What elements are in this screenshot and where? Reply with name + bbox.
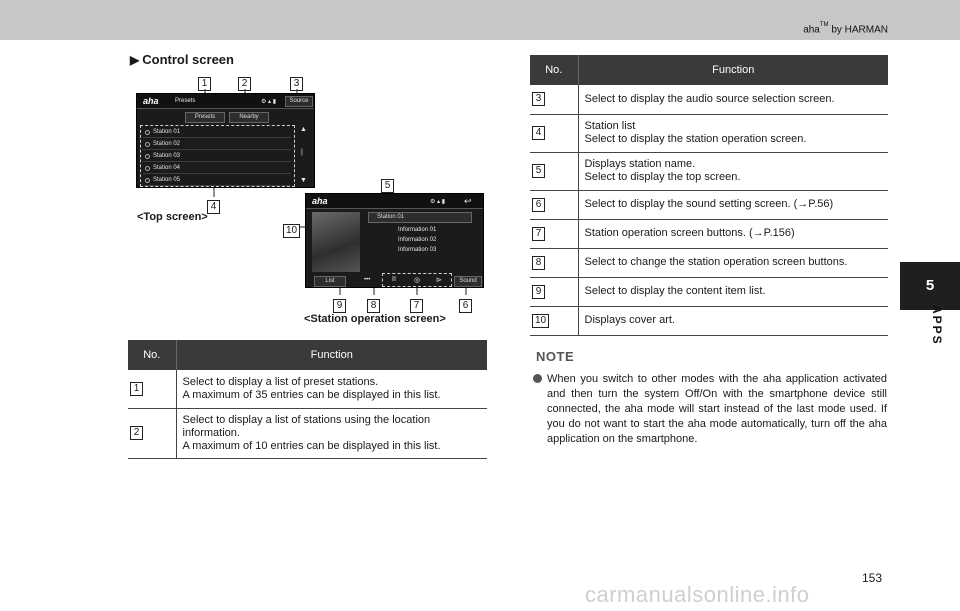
aha-logo: aha <box>312 196 328 206</box>
callout-10: 10 <box>283 220 300 238</box>
col-header-function: Function <box>578 55 888 85</box>
callout-5: 5 <box>381 175 394 193</box>
table-row: 5 Displays station name. Select to display the top screen. <box>530 152 888 190</box>
callout-1: 1 <box>198 73 211 91</box>
callout-8: 8 <box>367 295 380 313</box>
callout-7: 7 <box>410 295 423 313</box>
section-heading: ▶ Control screen <box>130 52 234 67</box>
top-screen-caption: <Top screen> <box>137 211 208 223</box>
skip-icon[interactable]: ⊳ <box>436 277 442 284</box>
brand-heading: aha™ by HARMAN <box>803 22 888 36</box>
list-button[interactable]: List <box>314 276 346 287</box>
top-screen-title: Presets <box>175 98 196 104</box>
watermark: carmanualsonline.info <box>585 582 810 607</box>
pause-icon[interactable]: II <box>392 276 396 283</box>
status-icons: ⚙ ▴ ▮ <box>261 99 277 105</box>
station-screen-image <box>305 193 484 288</box>
status-icons: ⚙ ▴ ▮ <box>430 199 446 205</box>
chapter-label: APPS <box>930 305 944 346</box>
scroll-down-icon[interactable]: ▼ <box>300 177 307 184</box>
info-item: Information 02 <box>398 237 437 243</box>
info-item: Information 03 <box>398 247 437 253</box>
page-number: 153 <box>862 571 883 585</box>
col-header-no: No. <box>128 340 176 370</box>
callout-6: 6 <box>459 295 472 313</box>
sound-button[interactable]: Sound <box>454 276 482 287</box>
more-button[interactable]: ••• <box>364 277 371 283</box>
thumbs-icon[interactable]: ◎ <box>414 277 421 284</box>
source-button[interactable]: Source <box>285 96 313 107</box>
scroll-up-icon[interactable]: ▲ <box>300 126 307 133</box>
station-row[interactable]: Station 04 <box>143 163 291 174</box>
back-icon[interactable]: ↩ <box>464 196 472 206</box>
table-row: 7 Station operation screen buttons. (→P.156) <box>530 219 888 248</box>
table-row: 8 Select to change the station operation screen buttons. <box>530 248 888 277</box>
table-row: 4 Station list Select to display the station operation screen. <box>530 114 888 152</box>
table-row: 3 Select to display the audio source selection screen. <box>530 85 888 114</box>
note-body: When you switch to other modes with the aha application activated and then turn the system Off/On with the smartphone device still connected, the aha mode will start instead of the last mode used. If you do not want to start the aha mode automatically, turn off the aha application on the smartphone. <box>533 372 887 447</box>
table-row: 2 Select to display a list of stations using the location information. A maximum of 10 entries can be displayed in this list. <box>128 408 487 458</box>
operation-buttons-highlight <box>382 273 452 287</box>
function-table-left <box>128 340 487 459</box>
station-row[interactable]: Station 01 <box>143 127 291 138</box>
function-table-right <box>530 55 888 336</box>
chapter-tab: 5 <box>900 262 960 310</box>
callout-4: 4 <box>207 196 220 214</box>
scroll-bar-icon[interactable]: | <box>301 149 303 156</box>
cover-art[interactable] <box>312 212 360 272</box>
aha-logo: aha <box>143 96 159 106</box>
info-item: Information 01 <box>398 227 437 233</box>
station-row[interactable]: Station 03 <box>143 151 291 162</box>
station-name-button[interactable]: Station 01 <box>368 212 472 223</box>
station-screen-caption: <Station operation screen> <box>304 313 446 325</box>
tab-nearby[interactable]: Nearby <box>229 112 269 123</box>
station-row[interactable]: Station 02 <box>143 139 291 150</box>
tab-presets[interactable]: Presets <box>185 112 225 123</box>
callout-9: 9 <box>333 295 346 313</box>
station-row[interactable]: Station 05 <box>143 175 291 186</box>
table-row: 1 Select to display a list of preset stations. A maximum of 35 entries can be displayed in this list. <box>128 370 487 408</box>
bullet-icon <box>533 374 542 383</box>
station-list-highlight <box>140 125 295 187</box>
callout-3: 3 <box>290 73 303 91</box>
col-header-no: No. <box>530 55 578 85</box>
table-row: 9 Select to display the content item list. <box>530 277 888 306</box>
table-row: 10 Displays cover art. <box>530 306 888 335</box>
note-title: NOTE <box>536 349 575 364</box>
top-screen-image <box>136 93 315 188</box>
col-header-function: Function <box>176 340 487 370</box>
table-row: 6 Select to display the sound setting screen. (→P.56) <box>530 190 888 219</box>
triangle-icon: ▶ <box>130 53 140 67</box>
callout-2: 2 <box>238 73 251 91</box>
station-screen-titlebar <box>306 194 483 209</box>
